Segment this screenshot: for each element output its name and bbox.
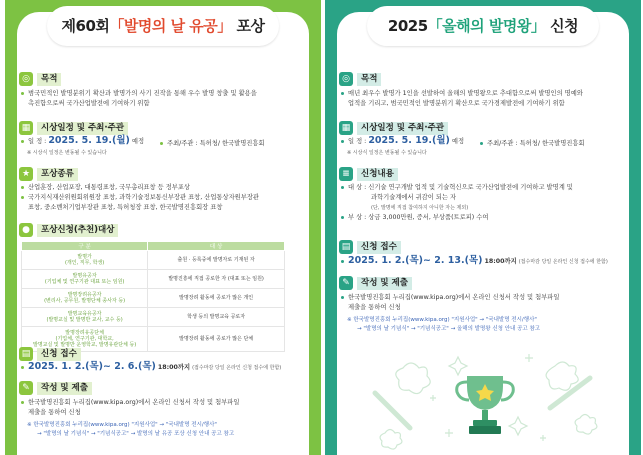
table-header: 대 상: [148, 242, 285, 251]
table-header: 구 분: [22, 242, 148, 251]
section-label: 목적: [37, 73, 61, 86]
people-icon: ●: [19, 223, 33, 237]
trophy-illustration: [355, 338, 615, 455]
left-panel: [5, 0, 321, 455]
right-submission-note: ※ 한국발명진흥회 누리집(www.kipa.org) "지원사업" → "국내발명 전시/행사" → "발명의 날 기념식" → "기념식공고" → 올해의 발명왕 신청 안내 공고 참고: [347, 317, 541, 332]
right-panel: [325, 0, 641, 455]
left-section-application: [19, 347, 81, 361]
target-icon: ◎: [19, 72, 33, 86]
left-schedule-host: 주최/주관 : 특허청/ 한국발명진흥회: [160, 139, 265, 149]
table-row: 발명가 (개인, 직무, 학생) 출원 · 등록중에 발명자로 기재된 자: [22, 251, 285, 270]
section-label: 포상종류: [37, 168, 78, 181]
left-award-list: 산업훈장, 산업포장, 대통령표창, 국무총리표창 등 정부포상 국가지식재산위원회위원장 표창, 과학기술정보통신부장관 표창, 산업통상자원부장관 표창, 중소벤처기업부장관 표창, 특허청장 표창, 한국발명진흥회장 표창: [21, 183, 259, 213]
pencil-icon: ✎: [339, 276, 353, 290]
section-label: 시상일정 및 주최·주관: [37, 122, 128, 135]
list-icon: ≡: [339, 167, 353, 181]
left-section-award-types: [19, 167, 78, 181]
right-purpose-text: 매년 최우수 발명가 1인을 선발하여 올해의 발명왕으로 추대함으로써 발명인의 명예와 업적을 기리고, 범국민적인 발명분위기 확산으로 국가경제발전에 기여하기 위함: [341, 89, 583, 109]
eligibility-table: [21, 241, 285, 352]
table-row: 발명장려유공자 (변리사, 공무원, 발명단체 종사자 등) 발명장려 활동에 공로가 많은 개인: [22, 289, 285, 308]
document-icon: ▤: [19, 347, 33, 361]
right-title-suffix: 신청: [550, 17, 579, 35]
left-application-period: 2025. 1. 2.(목)~ 2. 6.(목) 18:00까지 (접수마감 당일 온라인 신청 접수에 한함): [21, 362, 281, 373]
left-submission-note: ※ 한국발명진흥회 누리집(www.kipa.org) "지원사업" → "국내발명 전시/행사" → "발명의 날 기념식" → "기념식공고" → 발명의 날 유공 포상 신청 안내 공고 참고: [27, 422, 235, 437]
right-section-application: [339, 240, 401, 254]
left-section-purpose: [19, 72, 61, 86]
right-section-purpose: [339, 72, 381, 86]
right-title: [367, 6, 599, 46]
right-title-highlight: 「올해의 발명왕」: [427, 17, 546, 35]
left-submission-text: 한국발명진흥회 누리집(www.kipa.org)에서 온라인 신청서 작성 및 첨부파일 제출을 통하여 신청: [21, 398, 239, 418]
section-label: 신청 접수: [37, 348, 81, 361]
right-application-period: 2025. 1. 2.(목)~ 2. 13.(목) 18:00까지 (접수마감 당일 온라인 신청 접수에 한함): [341, 256, 608, 267]
right-schedule-note: ※ 시상식 일정은 변동될 수 있습니다: [347, 150, 427, 156]
right-submission-text: 한국발명진흥회 누리집(www.kipa.org)에서 온라인 신청서 작성 및 첨부파일 제출을 통하여 신청: [341, 293, 559, 313]
left-title: [47, 6, 279, 46]
section-label: 시상일정 및 주최·주관: [357, 122, 448, 135]
table-row: 발명교육유공자 (발명교실 및 발명반 교사, 교수 등) 학생 등의 발명교육 공로자: [22, 308, 285, 327]
section-label: 작성 및 제출: [357, 277, 412, 290]
right-title-prefix: 2025: [387, 17, 428, 35]
right-schedule-host: 주최/주관 : 특허청/ 한국발명진흥회: [480, 139, 585, 149]
left-schedule-date: 일 정 : 2025. 5. 19.(월) 예정: [21, 136, 144, 147]
right-section-submission: [339, 276, 412, 290]
right-section-details: [339, 167, 398, 181]
document-icon: ▤: [339, 240, 353, 254]
right-schedule-date: 일 정 : 2025. 5. 19.(월) 예정: [341, 136, 464, 147]
table-row: 발명유공자 (기업체 및 연구기관 대표 또는 임원) 발명진흥에 직접 공로한 자 (대표 또는 임원): [22, 270, 285, 289]
right-section-schedule: [339, 121, 448, 135]
medal-icon: ★: [19, 167, 33, 181]
section-label: 작성 및 제출: [37, 382, 92, 395]
section-label: 포상신청(추천)대상: [37, 224, 118, 237]
table-row: 발명장려유공단체 (기업체, 연구기관, 대학교, 발명교실 및 발명반 운영학교, 발명유관단체 등) 발명장려 활동에 공로가 많은 단체: [22, 327, 285, 352]
left-section-schedule: [19, 121, 128, 135]
pencil-icon: ✎: [19, 381, 33, 395]
left-schedule-note: ※ 시상식 일정은 변동될 수 있습니다: [27, 150, 107, 156]
calendar-icon: ▦: [19, 121, 33, 135]
left-title-prefix: 제60회: [61, 17, 110, 35]
target-icon: ◎: [339, 72, 353, 86]
right-details-text: 대 상 : 신기술 연구개발 업적 및 기술혁신으로 국가산업발전에 기여하고 발명계 및 과학기술계에서 귀감이 되는 자 (단, 발명에 직접 참여하지 아니한 자는 제외) 부 상 : 상금 3,000만원, 증서, 부상품(트로피) 수여: [341, 183, 573, 223]
left-title-suffix: 포상: [236, 17, 265, 35]
left-purpose-text: 범국민적인 발명분위기 확산과 발명가의 사기 진작을 통해 우수 발명 창출 및 활용을 촉진함으로써 국가산업발전에 기여하기 위함: [21, 89, 257, 109]
section-label: 신청 접수: [357, 241, 401, 254]
calendar-icon: ▦: [339, 121, 353, 135]
left-section-eligibility: [19, 223, 118, 237]
left-title-highlight: 「발명의 날 유공」: [109, 17, 232, 35]
left-section-submission: [19, 381, 92, 395]
section-label: 신청내용: [357, 168, 398, 181]
section-label: 목적: [357, 73, 381, 86]
